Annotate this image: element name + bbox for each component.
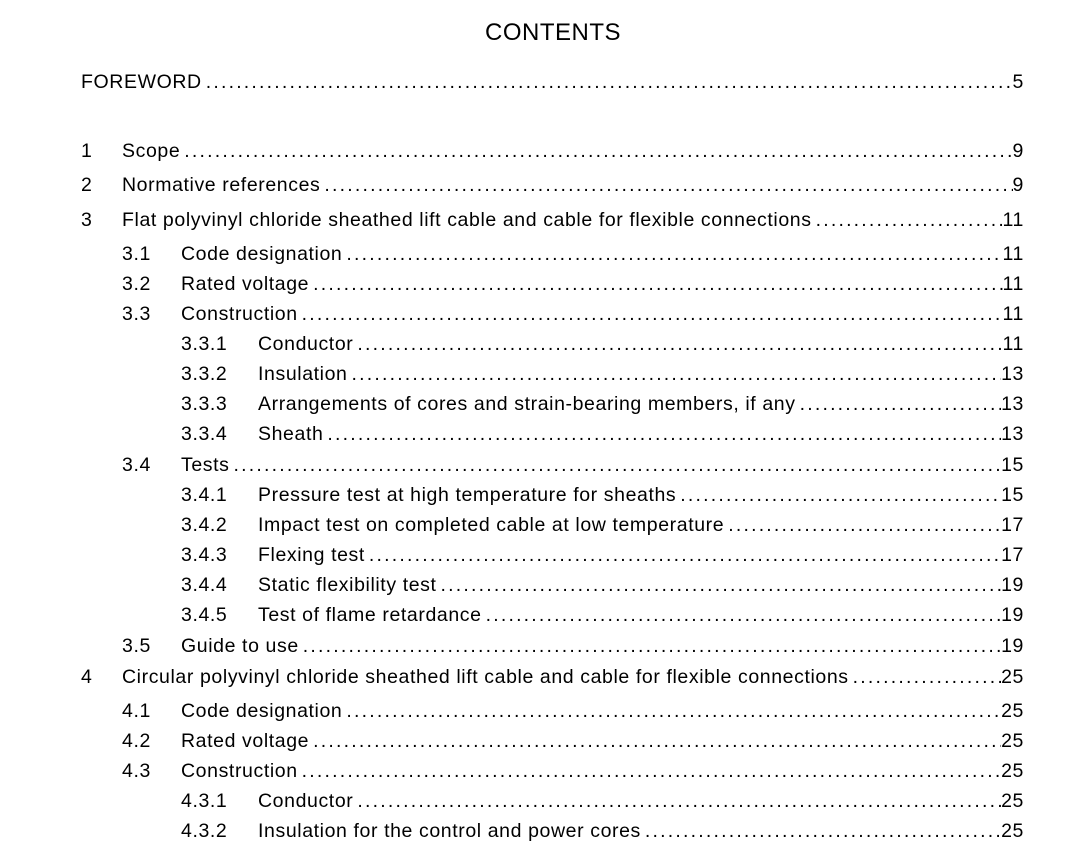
- toc-entry[interactable]: [122, 242, 1024, 266]
- toc-entry[interactable]: [181, 603, 1024, 627]
- toc-entry-number: 3: [81, 209, 93, 231]
- dot-leader: [298, 302, 1003, 326]
- toc-entry-title: Construction: [181, 303, 298, 325]
- toc-entry[interactable]: [181, 819, 1024, 843]
- dot-leader: [202, 70, 1013, 94]
- toc-entry[interactable]: [122, 699, 1024, 723]
- toc-entry-number: 4.3.1: [181, 790, 228, 812]
- dot-leader: [323, 422, 1001, 446]
- toc-entry-page-number: 19: [1001, 604, 1024, 626]
- page-title: CONTENTS: [485, 19, 621, 46]
- toc-entry[interactable]: [122, 729, 1024, 753]
- toc-entry-number: 3.4: [122, 454, 151, 476]
- toc-entry-title: Circular polyvinyl chloride sheathed lift cable and cable for flexible connections: [122, 666, 849, 688]
- toc-entry-page-number: 5: [1012, 71, 1024, 93]
- toc-entry-number: 3.4.3: [181, 544, 228, 566]
- toc-entry-title: Impact test on completed cable at low temperature: [258, 514, 725, 536]
- dot-leader: [437, 573, 1002, 597]
- dot-leader: [365, 543, 1001, 567]
- toc-entry-page-number: 11: [1002, 303, 1024, 325]
- toc-entry-page-number: 13: [1001, 423, 1024, 445]
- toc-entry-number: 3.2: [122, 273, 151, 295]
- toc-entry-page-number: 19: [1001, 635, 1024, 657]
- dot-leader: [230, 453, 1002, 477]
- toc-entry[interactable]: [81, 70, 1024, 94]
- toc-entry-number: 4.1: [122, 700, 151, 722]
- toc-entry-page-number: 11: [1002, 333, 1024, 355]
- toc-entry-title: FOREWORD: [81, 71, 202, 93]
- toc-entry-number: 3.1: [122, 243, 151, 265]
- dot-leader: [812, 208, 1003, 232]
- toc-entry-page-number: 19: [1001, 574, 1024, 596]
- dot-leader: [482, 603, 1002, 627]
- toc-entry[interactable]: [122, 302, 1024, 326]
- dot-leader: [849, 665, 1001, 689]
- toc-entry-number: 3.3.2: [181, 363, 228, 385]
- dot-leader: [796, 392, 1002, 416]
- toc-entry-title: Guide to use: [181, 635, 299, 657]
- dot-leader: [299, 634, 1001, 658]
- toc-entry[interactable]: [181, 483, 1024, 507]
- toc-entry[interactable]: [181, 332, 1024, 356]
- toc-entry-title: Sheath: [258, 423, 324, 445]
- dot-leader: [342, 242, 1002, 266]
- toc-entry[interactable]: [122, 759, 1024, 783]
- toc-entry-title: Insulation for the control and power cores: [258, 820, 641, 842]
- dot-leader: [342, 699, 1001, 723]
- toc-entry-title: Scope: [122, 140, 181, 162]
- toc-entry-page-number: 25: [1001, 790, 1024, 812]
- toc-entry[interactable]: [81, 173, 1024, 197]
- toc-entry[interactable]: [122, 453, 1024, 477]
- toc-entry-page-number: 15: [1001, 484, 1024, 506]
- toc-entry[interactable]: [122, 634, 1024, 658]
- toc-entry-number: 3.4.1: [181, 484, 228, 506]
- toc-entry[interactable]: [122, 272, 1024, 296]
- toc-entry-title: Conductor: [258, 333, 354, 355]
- toc-entry-title: Code designation: [181, 243, 343, 265]
- dot-leader: [676, 483, 1001, 507]
- dot-leader: [180, 139, 1012, 163]
- toc-entry-number: 3.5: [122, 635, 151, 657]
- toc-entry-title: Flexing test: [258, 544, 365, 566]
- dot-leader: [353, 332, 1002, 356]
- toc-entry-number: 4.3.2: [181, 820, 228, 842]
- dot-leader: [320, 173, 1012, 197]
- toc-entry-number: 4: [81, 666, 93, 688]
- toc-entry-title: Test of flame retardance: [258, 604, 482, 626]
- toc-entry[interactable]: [81, 208, 1024, 232]
- toc-entry-number: 4.3: [122, 760, 151, 782]
- toc-entry-number: 3.4.5: [181, 604, 228, 626]
- toc-entry-page-number: 11: [1002, 209, 1024, 231]
- toc-entry-number: 3.4.2: [181, 514, 228, 536]
- toc-entry-title: Rated voltage: [181, 273, 310, 295]
- toc-entry-number: 1: [81, 140, 93, 162]
- toc-entry[interactable]: [181, 422, 1024, 446]
- toc-entry-page-number: 13: [1001, 363, 1024, 385]
- toc-entry-page-number: 11: [1002, 273, 1024, 295]
- toc-entry-number: 2: [81, 174, 93, 196]
- toc-entry-title: Arrangements of cores and strain-bearing members, if any: [258, 393, 796, 415]
- toc-entry-title: Flat polyvinyl chloride sheathed lift cable and cable for flexible connections: [122, 209, 812, 231]
- toc-entry-page-number: 25: [1001, 820, 1024, 842]
- toc-entry-page-number: 17: [1001, 514, 1024, 536]
- toc-entry-number: 4.2: [122, 730, 151, 752]
- dot-leader: [309, 272, 1002, 296]
- dot-leader: [353, 789, 1001, 813]
- toc-entry-title: Code designation: [181, 700, 343, 722]
- toc-entry[interactable]: [181, 789, 1024, 813]
- toc-entry-title: Pressure test at high temperature for sheaths: [258, 484, 677, 506]
- dot-leader: [641, 819, 1001, 843]
- toc-entry-title: Insulation: [258, 363, 348, 385]
- toc-entry-title: Rated voltage: [181, 730, 310, 752]
- dot-leader: [309, 729, 1001, 753]
- toc-entry-number: 3.3.1: [181, 333, 228, 355]
- toc-entry-title: Conductor: [258, 790, 354, 812]
- toc-entry[interactable]: [181, 573, 1024, 597]
- toc-entry[interactable]: [181, 362, 1024, 386]
- dot-leader: [298, 759, 1001, 783]
- toc-entry[interactable]: [181, 513, 1024, 537]
- toc-entry-page-number: 25: [1001, 730, 1024, 752]
- toc-entry-page-number: 11: [1002, 243, 1024, 265]
- toc-entry-title: Normative references: [122, 174, 321, 196]
- dot-leader: [724, 513, 1001, 537]
- toc-entry-page-number: 15: [1001, 454, 1024, 476]
- dot-leader: [347, 362, 1001, 386]
- toc-entry-title: Construction: [181, 760, 298, 782]
- toc-entry-page-number: 25: [1001, 700, 1024, 722]
- toc-entry-page-number: 25: [1001, 760, 1024, 782]
- toc-entry-page-number: 9: [1012, 140, 1024, 162]
- toc-entry[interactable]: [181, 543, 1024, 567]
- toc-entry-title: Tests: [181, 454, 230, 476]
- toc-entry-number: 3.3.3: [181, 393, 228, 415]
- toc-entry-page-number: 13: [1001, 393, 1024, 415]
- toc-entry-page-number: 25: [1001, 666, 1024, 688]
- toc-entry-title: Static flexibility test: [258, 574, 437, 596]
- toc-entry-number: 3.4.4: [181, 574, 228, 596]
- toc-entry[interactable]: [181, 392, 1024, 416]
- toc-entry-page-number: 17: [1001, 544, 1024, 566]
- toc-entry[interactable]: [81, 139, 1024, 163]
- toc-entry-number: 3.3: [122, 303, 151, 325]
- toc-entry[interactable]: [81, 665, 1024, 689]
- toc-entry-number: 3.3.4: [181, 423, 228, 445]
- toc-entry-page-number: 9: [1012, 174, 1024, 196]
